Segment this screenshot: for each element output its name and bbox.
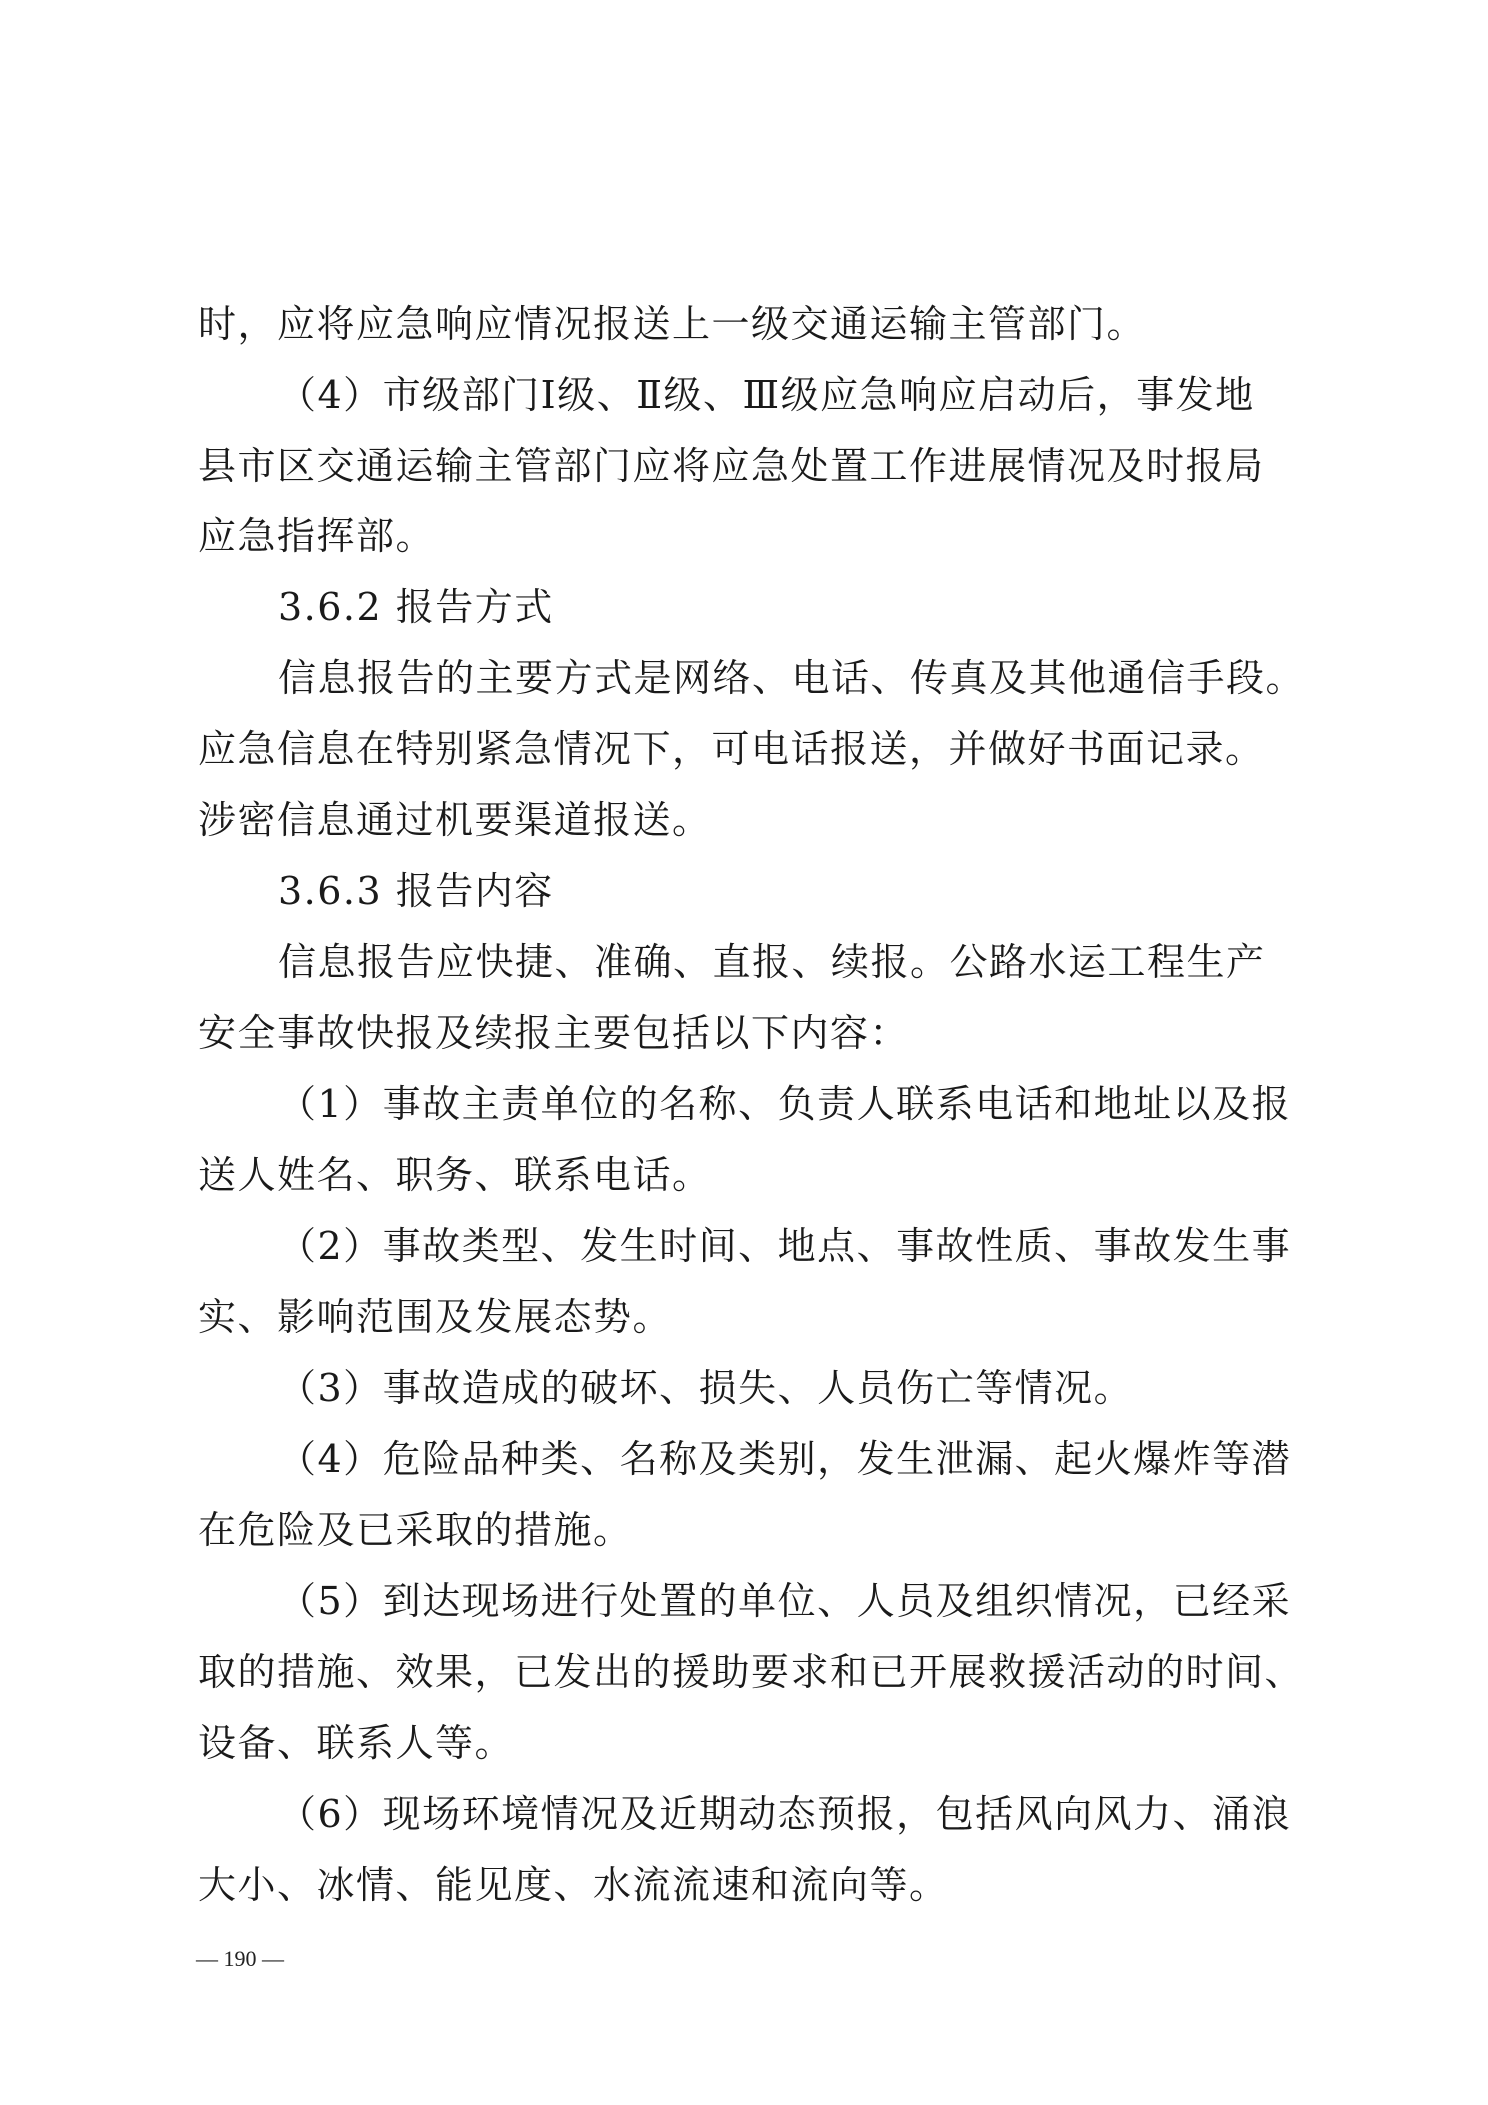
text-line: （2）事故类型、发生时间、地点、事故性质、事故发生事 [278,1224,1292,1268]
text-line: （4）市级部门Ⅰ级、Ⅱ级、Ⅲ级应急响应启动后，事发地 [278,373,1255,417]
text-line: （4）危险品种类、名称及类别，发生泄漏、起火爆炸等潜 [278,1437,1292,1481]
text-line: 涉密信息通过机要渠道报送。 [198,798,712,842]
text-line: 应急信息在特别紧急情况下，可电话报送，并做好书面记录。 [198,727,1265,771]
text-line: 送人姓名、职务、联系电话。 [198,1153,712,1197]
text-line: 信息报告应快捷、准确、直报、续报。公路水运工程生产 [278,940,1266,984]
text-line: 信息报告的主要方式是网络、电话、传真及其他通信手段。 [278,656,1306,700]
text-line: 实、影响范围及发展态势。 [198,1295,673,1339]
text-line: （6）现场环境情况及近期动态预报，包括风向风力、涌浪 [278,1792,1292,1836]
page-number: — 190 — [196,1946,284,1971]
text-line: 在危险及已采取的措施。 [198,1508,633,1552]
text-line: （3）事故造成的破坏、损失、人员伤亡等情况。 [278,1366,1134,1410]
text-line: 县市区交通运输主管部门应将应急处置工作进展情况及时报局 [198,444,1265,488]
section-heading: 3.6.3 报告内容 [278,869,554,913]
text-line: 取的措施、效果，已发出的援助要求和已开展救援活动的时间、 [198,1650,1305,1694]
section-heading: 3.6.2 报告方式 [278,585,554,629]
text-line: （1）事故主责单位的名称、负责人联系电话和地址以及报 [278,1082,1292,1126]
text-line: 安全事故快报及续报主要包括以下内容： [198,1011,910,1055]
text-line: 设备、联系人等。 [198,1721,515,1765]
text-line: 应急指挥部。 [198,514,436,558]
text-line: （5）到达现场进行处置的单位、人员及组织情况，已经采 [278,1579,1292,1623]
text-line: 大小、冰情、能见度、水流流速和流向等。 [198,1863,949,1907]
text-line: 时，应将应急响应情况报送上一级交通运输主管部门。 [198,302,1147,346]
